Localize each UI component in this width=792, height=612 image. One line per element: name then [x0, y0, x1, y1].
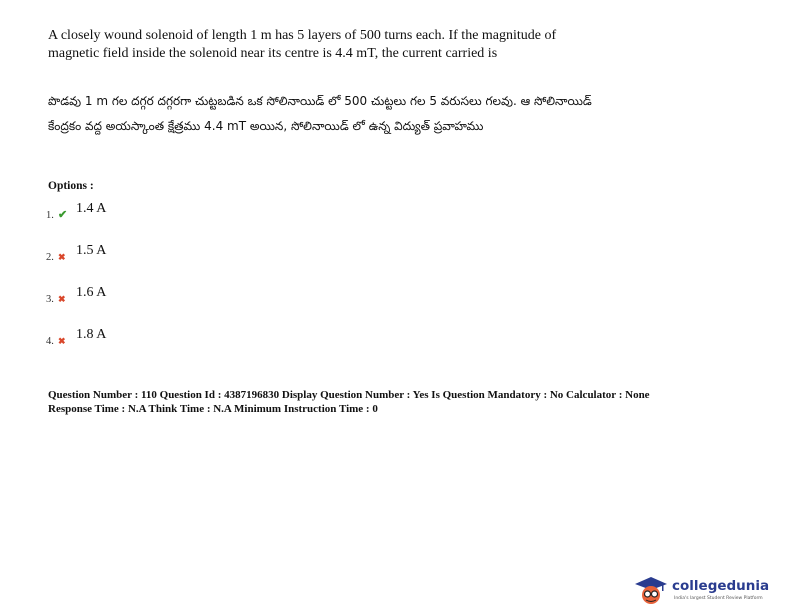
- question-text-english: A closely wound solenoid of length 1 m has 5 layers of 500 turns each. If the magnitude of magnetic field inside the solenoid near its centre is 4.4 mT, the current carried is: [48, 28, 557, 61]
- logo-name: collegedunia: [672, 578, 770, 594]
- cross-icon: ✖: [58, 336, 66, 346]
- cross-icon: ✖: [58, 294, 66, 304]
- cross-icon: ✖: [58, 252, 66, 262]
- option-text: 1.5 A: [76, 243, 107, 258]
- option-text: 1.6 A: [76, 285, 107, 300]
- option-number: 2.: [46, 252, 54, 263]
- question-text-telugu: పొడవు 1 m గల దగ్గర దగ్గరగా చుట్టబడిన ఒక సోలినాయిడ్ లో 500 చుట్టలు గల 5 వరుసలు గలవు. ఆ సోలినాయిడ్ కేంద్రకం వద్ద అయస్కాంత క్షేత్రము 4.4 mT అయిన, సోలినాయిడ్ లో ఉన్న విద్యుత్ ప్రవాహము: [48, 94, 592, 133]
- metadata-line-2: Response Time : N.A Think Time : N.A Minimum Instruction Time : 0: [48, 402, 378, 415]
- check-icon: ✔: [58, 209, 68, 221]
- options-label: Options :: [48, 180, 94, 192]
- option-text: 1.4 A: [76, 201, 107, 216]
- option-number: 3.: [46, 294, 54, 305]
- question-metadata: [48, 389, 768, 416]
- collegedunia-logo: [634, 574, 784, 608]
- option-text: 1.8 A: [76, 327, 107, 342]
- logo-tagline: India's largest Student Review Platform: [674, 596, 763, 601]
- option-number: 4.: [46, 336, 54, 347]
- graduate-icon: [634, 576, 668, 606]
- metadata-line-1: Question Number : 110 Question Id : 4387196830 Display Question Number : Yes Is Question Mandatory : No Calculator : None: [48, 389, 650, 401]
- option-number: 1.: [46, 210, 54, 221]
